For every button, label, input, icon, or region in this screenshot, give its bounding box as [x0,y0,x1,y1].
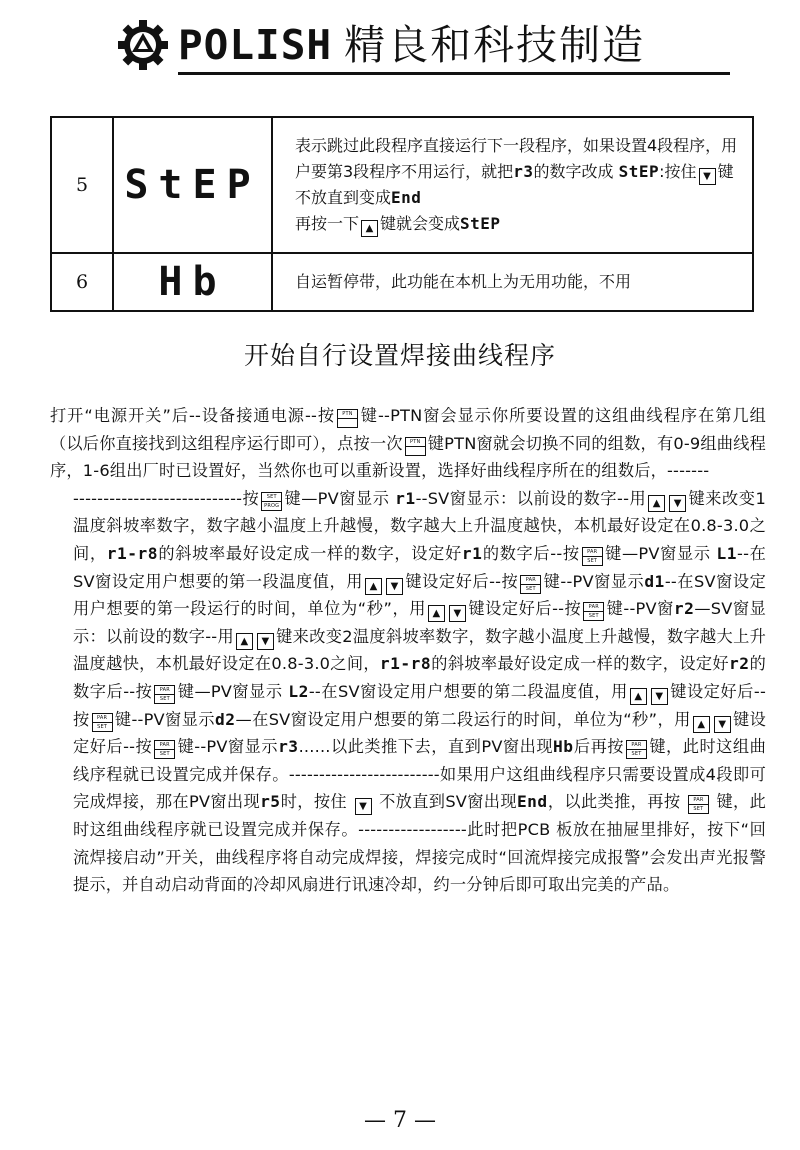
body-text: --SV窗显示：以前设的数字--用 [415,488,647,508]
body-text: 键--PTN窗会显示你所要设置的这组曲线程序在第几组（以后你直接找到这组程序运行即可），点按一次 [50,406,767,453]
body-text: 的斜坡率最好设定成一样的数字，设定好 [157,543,462,563]
segment-code [113,117,272,253]
par-set-key-icon [688,795,709,814]
par-set-key-icon [154,740,175,759]
ptn-key-icon [337,409,358,428]
header-rule [178,72,730,75]
row-number: 6 [51,253,113,311]
segment-r1: r1 [395,488,416,508]
up-arrow-icon: ▲ [236,633,253,650]
body-text: --在SV窗设定用户想要的第一段运行的时间，单位为“秒”，用 [73,571,766,619]
segment-step: StEP [618,162,660,181]
body-text: 键设定好后--按 [467,599,582,619]
brand-title [178,20,645,70]
body-text: 的数字后--按 [482,543,580,563]
body-text: —在SV窗设定用户想要的第二段运行的时间，单位为“秒”，用 [235,709,691,729]
par-set-key-icon [582,547,603,566]
down-arrow-icon: ▼ [699,168,716,185]
segment-d2: d2 [214,709,236,729]
key-label: PAR [155,741,174,750]
body-text: 键--PV窗显示 [177,737,279,757]
key-label: SET [631,751,642,758]
key-label: SET [262,493,281,502]
segment-r1: r1 [461,543,483,563]
key-label: SET [587,557,598,564]
up-arrow-icon: ▲ [693,716,710,733]
body-text: —SV窗显示：以前设的数字--用 [73,599,766,646]
key-label: SET [159,695,170,702]
body-text: 键，此时这组曲线序程就已设置完成并保存。-------------------------如果用户这组曲线程序只需要设置成4段即可完成焊接，那在PV窗出现 [73,737,766,812]
key-label: PAR [584,603,603,612]
body-text: ......以此类推下去，直到PV窗出现 [298,737,554,757]
down-arrow-icon: ▼ [257,633,274,650]
segment-l2: L2 [288,681,309,701]
up-arrow-icon: ▲ [428,605,445,622]
brand-chinese: 精良和科技制造 [344,21,646,69]
brand-english: POLISH [178,21,333,69]
key-label: PROG [264,502,280,509]
body-text: 的数字后--按 [73,654,766,701]
segment-r2: r2 [673,599,695,619]
up-arrow-icon: ▲ [630,688,647,705]
key-label: PAR [521,576,540,585]
table-row [51,253,753,311]
key-label: PAR [583,548,602,557]
segment-end: End [391,188,422,207]
key-label: SET [159,751,170,758]
key-label: PAR [627,741,646,750]
par-set-key-icon [626,740,647,759]
key-label: PAR [689,796,708,805]
down-arrow-icon: ▼ [449,605,466,622]
body-text: 不放直到SV窗出现 [379,792,517,812]
key-label: PTN [338,410,357,419]
body-text: 时，按住 [280,792,347,812]
down-arrow-icon: ▼ [714,716,731,733]
segment-r2: r2 [728,654,750,674]
segment-r3: r3 [278,737,299,757]
key-label: SET [693,806,704,813]
desc-text: 表示跳过此段程序直接运行下一段程序，如果设置4段程序，用户要第3段程序不用运行，就把 [295,136,738,181]
desc-text: :按住 [659,162,697,181]
up-arrow-icon: ▲ [365,578,382,595]
desc-text: 键不放直到变成 [295,162,734,207]
desc-text: 的数字改成 [533,162,614,181]
down-arrow-icon: ▼ [386,578,403,595]
up-arrow-icon: ▲ [361,220,378,237]
segment-d1: d1 [644,571,665,591]
body-text: 后再按 [573,737,625,757]
row-description: 自运暂停带，此功能在本机上为无用功能，不用 [272,253,753,311]
down-arrow-icon: ▼ [669,495,686,512]
key-label: PTN [406,438,425,447]
segment-code [113,253,272,311]
body-text: --在SV窗设定用户想要的第二段温度值，用 [308,681,628,701]
body-text: --在SV窗设定用户想要的第一段温度值，用 [73,543,766,591]
segment-display-step: StEP [124,162,261,208]
ptn-key-icon [405,437,426,456]
paragraph [50,485,766,899]
segment-display-hb: Hb [158,259,227,305]
body-text: 键--PV窗 [606,599,674,619]
up-arrow-icon: ▲ [648,495,665,512]
body-text: 键来改变2温度斜坡率数字，数字越小温度上升越慢，数字越大上升温度越快，本机最好设定在0.8-3.0之间， [73,626,766,674]
page-number: — 7 — [364,1108,436,1133]
body-text: 键设定好后--按 [73,681,766,729]
body-text: 键设定好后--按 [73,709,767,757]
par-set-key-icon [154,685,175,704]
body-text: 键--PV窗显示 [543,571,645,591]
segment-r5: r5 [260,792,281,812]
segment-l1: L1 [716,543,738,563]
body-text: ----------------------------按 [73,488,260,508]
instruction-body [50,402,766,899]
key-label: PAR [155,686,174,695]
gear-triangle-logo [118,20,168,70]
key-label: SET [525,585,536,592]
par-set-key-icon [92,713,113,732]
par-set-key-icon [520,575,541,594]
body-text: 键PTN窗就会切换不同的组数，有0-9组曲线程序，1-6组出厂时已设置好，当然你也可以重新设置，选择好曲线程序所在的组数后，------- [50,433,766,481]
page-header [118,14,730,76]
down-arrow-icon: ▼ [651,688,668,705]
parameter-table [50,116,754,312]
key-label: SET [588,613,599,620]
row-number: 5 [51,117,113,253]
desc-text: 键就会变成 [380,214,461,233]
key-label: PAR [93,714,112,723]
body-text: ，以此类推，再按 [547,792,681,812]
segment-step: StEP [460,214,501,233]
set-prog-key-icon [261,492,282,511]
body-text: 键—PV窗显示 [604,543,711,563]
row-description [272,117,753,253]
segment-r1-r8: r1-r8 [106,543,158,563]
down-arrow-icon: ▼ [355,798,372,815]
segment-hb: Hb [553,737,574,757]
desc-text: 再按一下 [295,214,360,233]
body-text: 键--PV窗显示 [114,709,215,729]
body-text: 键—PV窗显示 [177,681,283,701]
body-text: 键来改变1温度斜坡率数字，数字越小温度上升越慢，数字越大上升温度越快，本机最好设定在0.8-3.0之间， [73,488,766,563]
table-row [51,117,753,253]
body-text: 键—PV窗显示 [284,488,390,508]
key-label: SET [97,723,108,730]
segment-end: End [516,792,548,812]
body-text: 打开“电源开关”后--设备接通电源--按 [50,406,336,425]
body-text: 键，此时这组曲线程序就已设置完成并保存。------------------此时把PCB 板放在抽屉里排好，按下“回流焊接启动”开关，曲线程序将自动完成焊接，焊接完成时“回流焊接完成报警”会发出声光报警提示，并自动启动背面的冷却风扇进行讯速冷却，约一分钟后即可取出完美的产品。 [73,792,766,895]
body-text: 键设定好后--按 [405,571,519,591]
segment-r1-r8: r1-r8 [379,654,432,674]
segment-r3: r3 [513,162,534,181]
section-title: 开始自行设置焊接曲线程序 [243,341,556,370]
body-text: 的斜坡率最好设定成一样的数字，设定好 [431,654,729,674]
par-set-key-icon [583,602,604,621]
paragraph [50,402,766,485]
